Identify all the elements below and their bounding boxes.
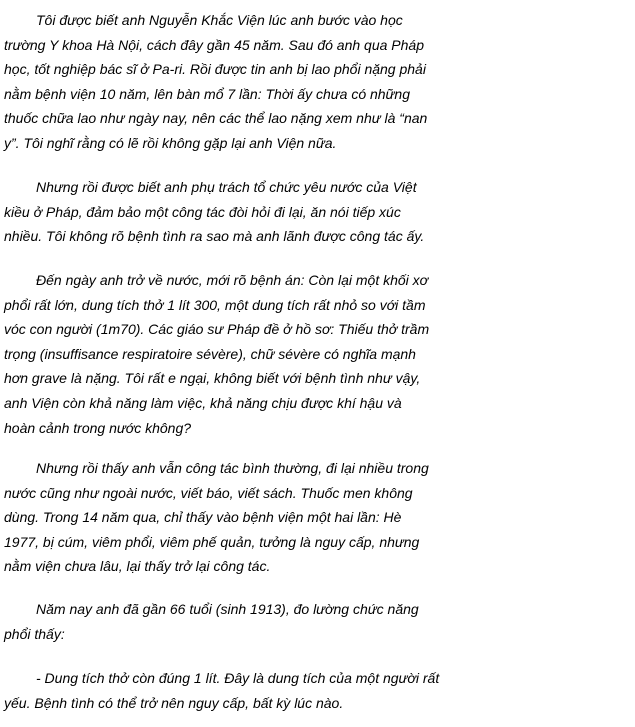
text-line: Tôi được biết anh Nguyễn Khắc Viện lúc anh bước vào học <box>36 12 403 28</box>
text-line: yếu. Bệnh tình có thể trở nên nguy cấp, bất kỳ lúc nào. <box>4 694 344 711</box>
text-line: anh Viện còn khả năng làm việc, khả năng chịu được khí hậu và <box>4 394 402 411</box>
text-line: nằm viện chưa lâu, lại thấy trở lại công tác. <box>4 558 271 575</box>
text-line: hơn grave là nặng. Tôi rất e ngại, không biết với bệnh tình như vậy, <box>4 370 421 387</box>
text-line: trường Y khoa Hà Nội, cách đây gần 45 năm. Sau đó anh qua Pháp <box>4 36 424 53</box>
paragraph-2 <box>0 175 635 249</box>
text-line: Nhưng rồi thấy anh vẫn công tác bình thường, đi lại nhiều trong <box>36 460 429 476</box>
text-line: phổi thấy: <box>4 625 65 642</box>
text-line: Đến ngày anh trở về nước, mới rõ bệnh án: Còn lại một khối xơ <box>36 272 429 288</box>
text-line: y”. Tôi nghĩ rằng có lẽ rồi không gặp lại anh Viện nữa. <box>4 134 337 151</box>
text-line: - Dung tích thở còn đúng 1 lít. Đây là dung tích của một người rất <box>36 670 440 686</box>
text-line: vóc con người (1m70). Các giáo sư Pháp đề ở hồ sơ: Thiếu thở trầm <box>4 321 430 338</box>
text-line: phổi rất lớn, dung tích thở 1 lít 300, một dung tích rất nhỏ so với tầm <box>4 296 426 313</box>
paragraph-5 <box>0 597 635 646</box>
text-line: nằm bệnh viện 10 năm, lên bàn mổ 7 lần: Thời ấy chưa có những <box>4 85 411 102</box>
paragraph-4 <box>0 456 635 579</box>
text-line: dùng. Trong 14 năm qua, chỉ thấy vào bệnh viện một hai lần: Hè <box>4 509 402 526</box>
paragraph-3 <box>0 268 635 440</box>
text-line: 1977, bị cúm, viêm phổi, viêm phế quản, tưởng là nguy cấp, nhưng <box>4 533 420 550</box>
paragraph-6 <box>0 666 635 715</box>
text-line: trọng (insuffisance respiratoire sévère), chữ sévère có nghĩa mạnh <box>4 345 416 362</box>
text-line: nhiều. Tôi không rõ bệnh tình ra sao mà anh lãnh được công tác ấy. <box>4 228 425 245</box>
paragraph-1 <box>0 8 635 156</box>
text-line: Năm nay anh đã gần 66 tuổi (sinh 1913), đo lường chức năng <box>36 601 419 617</box>
text-line: kiều ở Pháp, đảm bảo một công tác đòi hỏi đi lại, ăn nói tiếp xúc <box>4 203 401 220</box>
text-line: nước cũng như ngoài nước, viết báo, viết sách. Thuốc men không <box>4 484 413 501</box>
text-line: Nhưng rồi được biết anh phụ trách tổ chức yêu nước của Việt <box>36 179 417 195</box>
text-line: thuốc chữa lao như ngày nay, nên các thể lao nặng xem như là “nan <box>4 110 428 127</box>
text-line: hoàn cảnh trong nước không? <box>4 419 192 436</box>
text-line: học, tốt nghiệp bác sĩ ở Pa-ri. Rồi được tin anh bị lao phổi nặng phải <box>4 61 426 78</box>
